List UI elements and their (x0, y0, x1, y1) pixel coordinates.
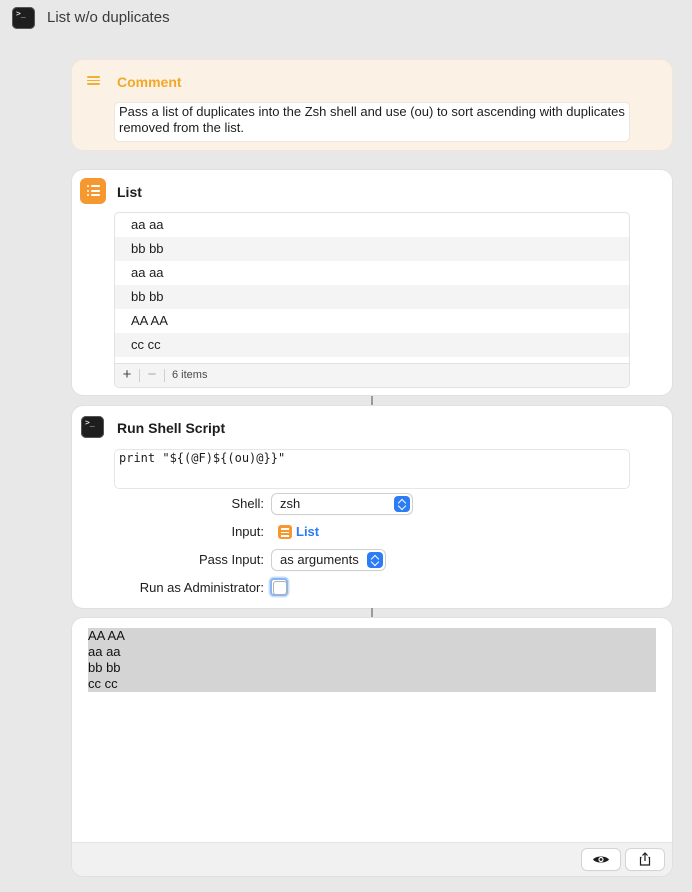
input-variable-label: List (296, 524, 320, 539)
pass-input-popup[interactable] (272, 550, 385, 570)
pass-input-value: as arguments (280, 552, 359, 567)
remove-item-button[interactable]: − (147, 366, 157, 383)
list-icon (278, 525, 292, 539)
eye-icon (582, 849, 620, 870)
result-output[interactable] (88, 628, 656, 692)
pass-input-label: Pass Input: (198, 552, 264, 567)
input-variable-token[interactable] (276, 522, 319, 542)
script-editor[interactable]: print "${(@F)${(ou)@}}" (114, 449, 630, 489)
title-bar (0, 0, 692, 40)
add-item-button[interactable]: + (122, 366, 132, 383)
chevron-updown-icon (367, 552, 383, 568)
shell-action-title: Run Shell Script (117, 420, 226, 436)
chevron-updown-icon (394, 496, 410, 512)
action-connector (371, 608, 373, 618)
input-label: Input: (231, 524, 264, 539)
result-panel (72, 618, 672, 876)
list-item[interactable]: aa aa (131, 265, 164, 280)
comment-title: Comment (117, 74, 182, 90)
comment-action[interactable] (72, 60, 672, 150)
window-title[interactable]: List w/o duplicates (47, 9, 170, 26)
result-line: AA AA (88, 628, 125, 643)
shell-value: zsh (280, 496, 301, 511)
list-item[interactable]: bb bb (115, 285, 629, 309)
share-button[interactable] (626, 849, 664, 870)
result-line: aa aa (88, 644, 121, 659)
list-items (115, 213, 629, 357)
list-item[interactable]: aa aa (131, 217, 164, 232)
result-line: cc cc (88, 676, 118, 691)
shell-label: Shell: (231, 496, 264, 511)
list-item[interactable]: bb bb (115, 237, 629, 261)
shell-popup[interactable] (272, 494, 412, 514)
result-footer (72, 842, 672, 876)
list-action-title: List (117, 184, 142, 200)
terminal-icon: >_ (12, 7, 35, 29)
list-footer (115, 363, 629, 387)
comment-text-field[interactable]: Pass a list of duplicates into the Zsh shell and use (ou) to sort ascending with duplicates removed from the list. (114, 102, 630, 142)
list-action[interactable] (72, 170, 672, 395)
action-connector (371, 396, 373, 406)
preview-button[interactable] (582, 849, 620, 870)
list-item[interactable]: AA AA (131, 313, 168, 328)
list-icon (80, 178, 106, 204)
run-as-admin-label: Run as Administrator: (139, 580, 264, 595)
result-line: bb bb (88, 660, 121, 675)
run-shell-script-action[interactable] (72, 406, 672, 608)
text-lines-icon (87, 76, 100, 88)
list-item[interactable]: cc cc (115, 333, 629, 357)
list-items-box (114, 212, 630, 388)
item-count: 6 items (172, 369, 208, 381)
share-icon (626, 849, 664, 870)
terminal-icon: >_ (81, 416, 104, 438)
run-as-admin-checkbox[interactable] (270, 578, 288, 596)
